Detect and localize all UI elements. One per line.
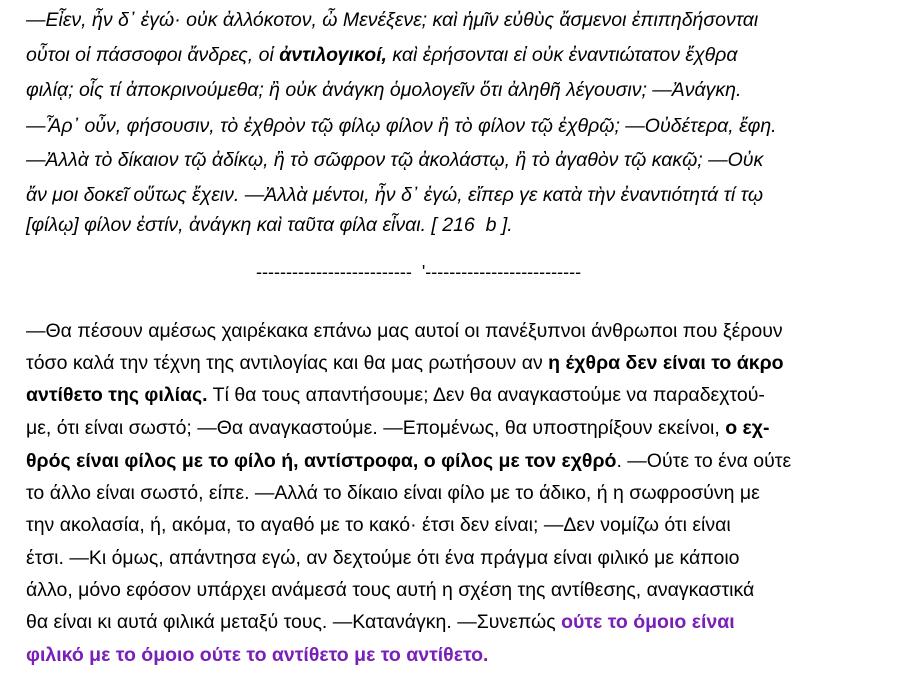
ancient-line-5-text: —Ἀλλὰ τὸ δίκαιον τῷ ἀδίκῳ, ἢ τὸ σῶφρον τῷ ἀκολάστῳ, ἢ τὸ ἀγαθὸν τῷ κακῷ; —Οὐκ (26, 149, 764, 171)
modern-line-1-text: —Θα πέσουν αμέσως χαιρέκακα επάνω μας αυτοί οι πανέξυπνοι άνθρωποι που ξέρουν (26, 320, 783, 342)
section-separator: -------------------------- '-------------------------- (256, 262, 582, 282)
ancient-line-2-text-b: καὶ ἐρήσονται εἰ οὐκ ἐναντιώτατον ἔχθρα (386, 44, 738, 66)
ancient-line-4 (26, 111, 777, 141)
modern-line-2-bold: η έχθρα δεν είναι το άκρο (548, 352, 784, 374)
modern-line-4-bold: ο εχ- (725, 417, 770, 439)
ancient-line-2-bold: ἀντιλογικοί, (279, 44, 387, 66)
ancient-line-2 (26, 40, 737, 70)
modern-line-2 (26, 348, 784, 378)
modern-line-9-text: άλλο, μόνο εφόσον υπάρχει ανάμεσά τους αυτή η σχέση της αντίθεσης, αναγκαστικά (26, 579, 755, 601)
modern-line-3 (26, 380, 765, 410)
ancient-line-2-text-a: οὗτοι οἱ πάσσοφοι ἄνδρες, οἱ (26, 44, 280, 66)
modern-line-11-highlight: φιλικό με το όμοιο ούτε το αντίθετο με το αντίθετο. (26, 644, 489, 666)
modern-line-11 (26, 640, 488, 670)
ancient-line-7-text: [φίλῳ] φίλον ἐστίν, ἀνάγκη καὶ ταῦτα φίλα εἶναι. [ 216 b ]. (26, 214, 513, 236)
modern-line-8-text: έτσι. —Κι όμως, απάντησα εγώ, αν δεχτούμε ότι ένα πράγμα είναι φιλικό με κάποιο (26, 547, 740, 569)
ancient-line-3-text: φιλίᾳ; οἷς τί ἀποκρινούμεθα; ἢ οὐκ ἀνάγκη ὁμολογεῖν ὅτι ἀληθῆ λέγουσιν; —Ἀνάγκη. (26, 79, 742, 101)
modern-line-10 (26, 607, 735, 637)
ancient-line-6 (26, 180, 763, 210)
modern-line-4 (26, 413, 770, 443)
modern-line-8 (26, 543, 740, 573)
ancient-line-1-text: —Εἶεν, ἦν δ᾽ ἐγώ· οὐκ ἀλλόκοτον, ὦ Μενέξενε; καὶ ἡμῖν εὐθὺς ἄσμενοι ἐπιπηδήσονται (26, 9, 759, 31)
modern-line-3-bold: αντίθετο της φιλίας. (26, 384, 208, 406)
modern-line-7-text: την ακολασία, ή, ακόμα, το αγαθό με το κακό· έτσι δεν είναι; —Δεν νομίζω ότι είναι (26, 514, 731, 536)
modern-line-10-highlight: ούτε το όμοιο είναι (561, 611, 735, 633)
modern-line-5 (26, 446, 791, 476)
ancient-line-1 (26, 5, 758, 35)
modern-line-6 (26, 478, 760, 508)
modern-line-10-text: θα είναι κι αυτά φιλικά μεταξύ τους. —Κατανάγκη. —Συνεπώς (26, 611, 562, 633)
modern-line-3-text: Τί θα τους απαντήσουμε; Δεν θα αναγκαστούμε να παραδεχτού- (207, 384, 765, 406)
modern-line-6-text: το άλλο είναι σωστό, είπε. —Αλλά το δίκαιο είναι φίλο με το άδικο, ή η σωφροσύνη με (26, 482, 760, 504)
modern-line-4-text: με, ότι είναι σωστό; —Θα αναγκαστούμε. —Επομένως, θα υποστηρίξουν εκείνοι, (26, 417, 726, 439)
modern-line-2-text: τόσο καλά την τέχνη της αντιλογίας και θα μας ρωτήσουν αν (26, 352, 549, 374)
ancient-line-3 (26, 75, 741, 105)
modern-line-9 (26, 575, 754, 605)
modern-line-5-bold: θρός είναι φίλος με το φίλο ή, αντίστροφα, ο φίλος με τον εχθρό (26, 450, 617, 472)
ancient-line-4-text: —Ἆρ᾽ οὖν, φήσουσιν, τὸ ἐχθρὸν τῷ φίλῳ φίλον ἢ τὸ φίλον τῷ ἐχθρῷ; —Οὐδέτερα, ἔφη. (26, 115, 777, 137)
modern-line-1 (26, 316, 783, 346)
modern-line-7 (26, 510, 731, 540)
ancient-line-6-text: ἄν μοι δοκεῖ οὕτως ἔχειν. —Ἀλλὰ μέντοι, ἦν δ᾽ ἐγώ, εἴπερ γε κατὰ τὴν ἐναντιότητά τί τῳ (26, 184, 764, 206)
modern-line-5-text: . —Ούτε το ένα ούτε (616, 450, 792, 472)
ancient-line-5 (26, 145, 763, 175)
ancient-line-7 (26, 210, 513, 240)
